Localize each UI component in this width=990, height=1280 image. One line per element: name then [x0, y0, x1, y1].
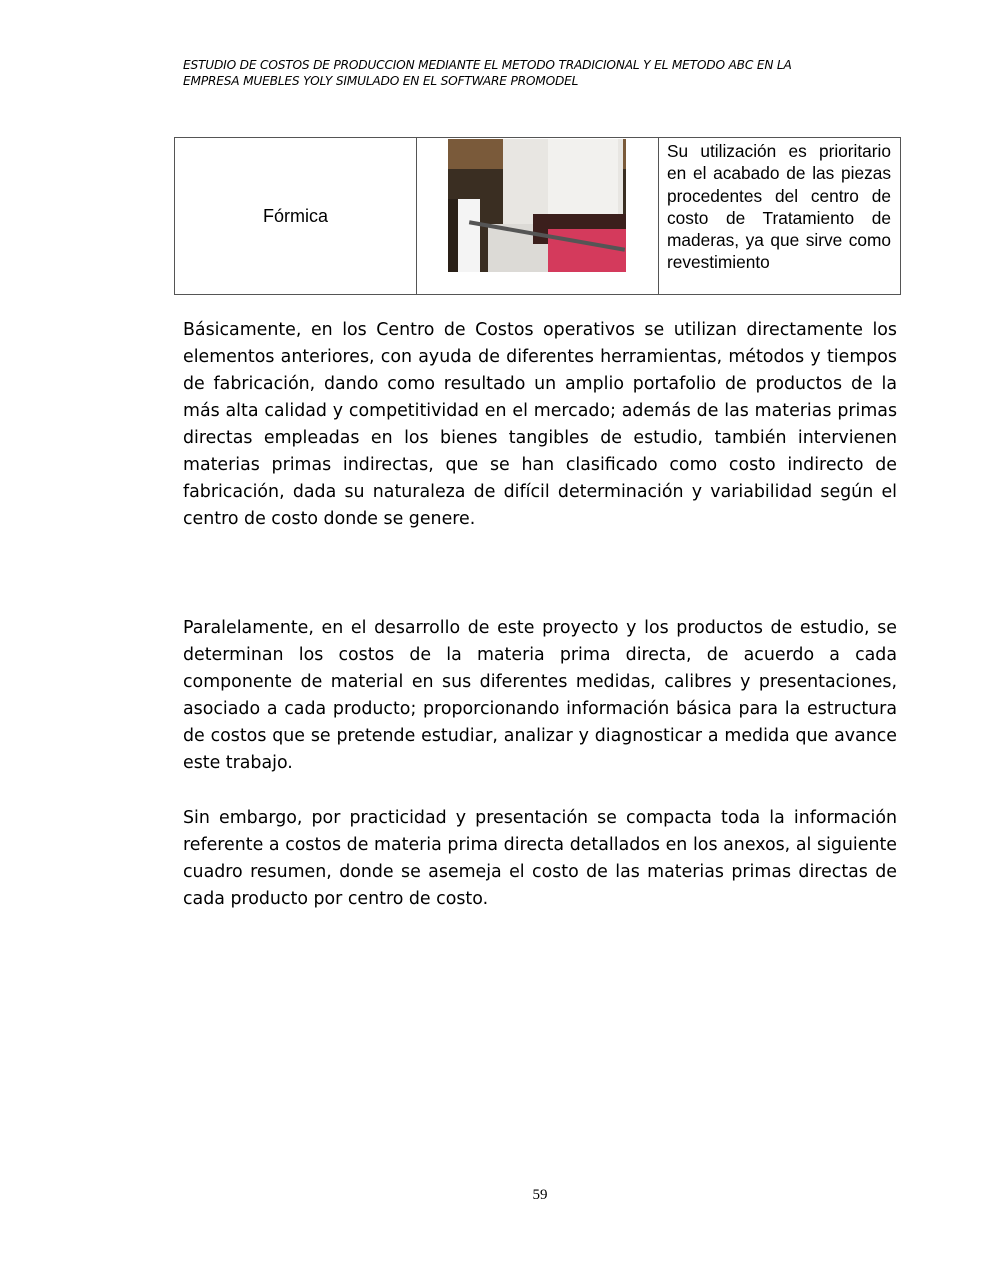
formica-photo [448, 139, 626, 272]
running-header [183, 57, 883, 89]
materials-table [174, 137, 901, 295]
paragraph-1: Básicamente, en los Centro de Costos operativos se utilizan directamente los elementos anteriores, con ayuda de diferentes herramientas, métodos y tiempos de fabricación, dando como resultado un amplio portafolio de productos de la más alta calidad y competitividad en el mercado; además de las materias primas directas empleadas en los bienes tangibles de estudio, también intervienen materias primas indirectas, que se han clasificado como costo indirecto de fabricación, dada su naturaleza de difícil determinación y variabilidad según el centro de costo donde se genere. [183, 320, 897, 529]
table-row [175, 138, 901, 295]
paragraph-2: Paralelamente, en el desarrollo de este proyecto y los productos de estudio, se determinan los costos de la materia prima directa, de acuerdo a cada componente de material en sus diferentes medidas, calibres y presentaciones, asociado a cada producto; proporcionando información básica para la estructura de costos que se pretende estudiar, analizar y diagnosticar a medida que avance este trabajo. [183, 618, 897, 773]
header-line-1: ESTUDIO DE COSTOS DE PRODUCCION MEDIANTE EL METODO TRADICIONAL Y EL METODO ABC EN LA [183, 58, 792, 72]
paragraph-3: Sin embargo, por practicidad y presentación se compacta toda la información referente a costos de materia prima directa detallados en los anexos, al siguiente cuadro resumen, donde se asemeja el costo de las materias primas directas de cada producto por centro de costo. [183, 808, 897, 909]
material-photo-cell [417, 138, 659, 295]
material-description: Su utilización es prioritario en el acabado de las piezas procedentes del centro de costo de Tratamiento de maderas, ya que sirve como revestimiento [659, 138, 901, 295]
header-line-2: EMPRESA MUEBLES YOLY SIMULADO EN EL SOFTWARE PROMODEL [183, 74, 579, 88]
page-number: 59 [532, 1187, 548, 1203]
material-name: Fórmica [175, 138, 417, 295]
